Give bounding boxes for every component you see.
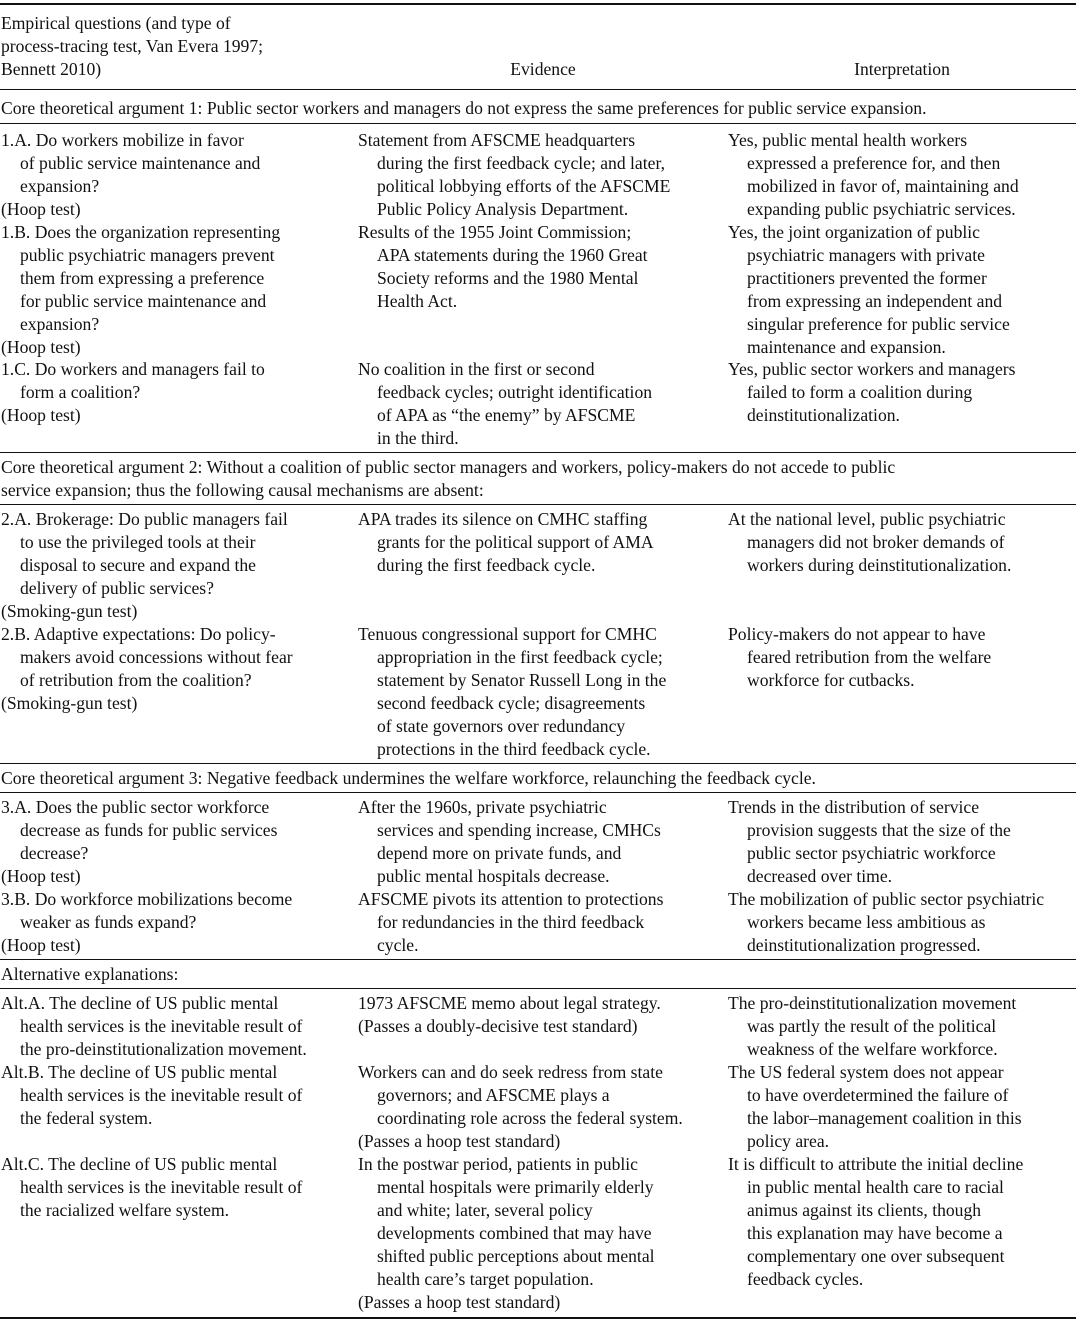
interpretation-line: policy area. [747,1131,830,1151]
interpretation-line: Yes, public mental health workers [728,130,968,150]
section-rule [0,504,1076,505]
question-line: Alt.C. The decline of US public mental [1,1154,278,1174]
header-col1-line: process-tracing test, Van Evera 1997; [1,36,264,56]
evidence-line: AFSCME pivots its attention to protections [358,889,664,909]
question-line: delivery of public services? [20,578,214,598]
test-type: (Smoking-gun test) [1,601,138,621]
interpretation-line: It is difficult to attribute the initial decline [728,1154,1024,1174]
section-rule [0,988,1076,989]
evidence-line: After the 1960s, private psychiatric [358,797,607,817]
interpretation-line: public sector psychiatric workforce [747,843,996,863]
evidence-line: No coalition in the first or second [358,359,595,379]
section-rule [0,763,1076,764]
evidence-line: 1973 AFSCME memo about legal strategy. [358,993,661,1013]
evidence-line: public mental hospitals decrease. [377,866,610,886]
section-rule [0,959,1076,960]
interpretation-line: mobilized in favor of, maintaining and [747,176,1019,196]
question-line: public psychiatric managers prevent [20,245,275,265]
question-line: form a coalition? [20,382,141,402]
question-line: 2.A. Brokerage: Do public managers fail [1,509,288,529]
test-type: (Smoking-gun test) [1,693,138,713]
question-line: of retribution from the coalition? [20,670,252,690]
question-line: Alt.B. The decline of US public mental [1,1062,278,1082]
interpretation-line: singular preference for public service [747,314,1010,334]
section-title-line: Core theoretical argument 2: Without a coalition of public sector managers and workers, policy-makers do not accede to public [1,457,896,477]
interpretation-line: The US federal system does not appear [728,1062,1004,1082]
question-line: makers avoid concessions without fear [20,647,293,667]
question-line: the racialized welfare system. [20,1200,230,1220]
interpretation-line: workers during deinstitutionalization. [747,555,1012,575]
interpretation-line: was partly the result of the political [747,1016,997,1036]
evidence-line: Society reforms and the 1980 Mental [377,268,639,288]
interpretation-line: this explanation may have become a [747,1223,1003,1243]
evidence-line: health care’s target population. [377,1269,594,1289]
evidence-line: in the third. [377,428,459,448]
bottom-rule [0,1317,1076,1319]
question-line: health services is the inevitable result of [20,1016,303,1036]
evidence-line: governors; and AFSCME plays a [377,1085,610,1105]
evidence-line: In the postwar period, patients in public [358,1154,638,1174]
section-rule [0,123,1076,124]
interpretation-line: workforce for cutbacks. [747,670,915,690]
section-title-line: Alternative explanations: [1,964,179,984]
interpretation-line: psychiatric managers with private [747,245,985,265]
evidence-line: APA statements during the 1960 Great [377,245,648,265]
interpretation-line: to have overdetermined the failure of [747,1085,1009,1105]
interpretation-line: failed to form a coalition during [747,382,973,402]
question-line: decrease? [20,843,89,863]
evidence-line: during the first feedback cycle. [377,555,596,575]
question-line: 1.C. Do workers and managers fail to [1,359,265,379]
interpretation-line: from expressing an independent and [747,291,1003,311]
evidence-line: of APA as “the enemy” by AFSCME [377,405,636,425]
test-type: (Hoop test) [1,337,81,357]
question-line: 2.B. Adaptive expectations: Do policy- [1,624,276,644]
question-line: weaker as funds expand? [20,912,197,932]
evidence-line: Public Policy Analysis Department. [377,199,629,219]
test-type: (Hoop test) [1,199,81,219]
evidence-line: Workers can and do seek redress from state [358,1062,663,1082]
evidence-line: mental hospitals were primarily elderly [377,1177,654,1197]
section-rule [0,452,1076,453]
question-line: health services is the inevitable result of [20,1085,303,1105]
header-rule [0,89,1076,90]
test-type: (Hoop test) [1,405,81,425]
test-type: (Hoop test) [1,935,81,955]
test-type: (Hoop test) [1,866,81,886]
interpretation-line: decreased over time. [747,866,893,886]
interpretation-line: managers did not broker demands of [747,532,1005,552]
question-line: of public service maintenance and [20,153,261,173]
question-line: expansion? [20,314,100,334]
question-line: decrease as funds for public services [20,820,278,840]
evidence-line: protections in the third feedback cycle. [377,739,651,759]
section-title-line: Core theoretical argument 3: Negative feedback undermines the welfare workforce, relaunching the feedback cycle. [1,768,816,788]
interpretation-line: workers became less ambitious as [747,912,986,932]
interpretation-line: complementary one over subsequent [747,1246,1005,1266]
question-line: 3.B. Do workforce mobilizations become [1,889,293,909]
evidence-note: (Passes a hoop test standard) [358,1292,561,1312]
evidence-line: of state governors over redundancy [377,716,626,736]
header-col1-line: Empirical questions (and type of [1,13,231,33]
interpretation-line: expressed a preference for, and then [747,153,1001,173]
evidence-line: depend more on private funds, and [377,843,622,863]
section-title-line: service expansion; thus the following causal mechanisms are absent: [1,480,484,500]
evidence-note: (Passes a hoop test standard) [358,1131,561,1151]
interpretation-line: in public mental health care to racial [747,1177,1004,1197]
interpretation-line: The pro-deinstitutionalization movement [728,993,1017,1013]
interpretation-line: animus against its clients, though [747,1200,982,1220]
evidence-line: APA trades its silence on CMHC staffing [358,509,648,529]
interpretation-line: Yes, the joint organization of public [728,222,980,242]
question-line: the pro-deinstitutionalization movement. [20,1039,307,1059]
interpretation-line: Trends in the distribution of service [728,797,980,817]
evidence-line: political lobbying efforts of the AFSCME [377,176,671,196]
header-evidence: Evidence [510,59,576,79]
interpretation-line: Policy-makers do not appear to have [728,624,986,644]
question-line: them from expressing a preference [20,268,265,288]
top-rule [0,3,1076,5]
question-line: to use the privileged tools at their [20,532,256,552]
interpretation-line: deinstitutionalization progressed. [747,935,981,955]
interpretation-line: expanding public psychiatric services. [747,199,1016,219]
evidence-line: Results of the 1955 Joint Commission; [358,222,632,242]
question-line: 1.A. Do workers mobilize in favor [1,130,244,150]
section-rule [0,792,1076,793]
evidence-line: developments combined that may have [377,1223,652,1243]
question-line: expansion? [20,176,100,196]
question-line: health services is the inevitable result of [20,1177,303,1197]
evidence-note: (Passes a doubly-decisive test standard) [358,1016,638,1036]
evidence-line: grants for the political support of AMA [377,532,654,552]
interpretation-line: feared retribution from the welfare [747,647,992,667]
header-col1-line: Bennett 2010) [1,59,102,79]
evidence-line: Tenuous congressional support for CMHC [358,624,657,644]
evidence-line: Statement from AFSCME headquarters [358,130,636,150]
evidence-line: shifted public perceptions about mental [377,1246,655,1266]
section-title-line: Core theoretical argument 1: Public sector workers and managers do not express the same preferences for public service expansion. [1,98,927,118]
evidence-line: services and spending increase, CMHCs [377,820,661,840]
header-interpretation: Interpretation [854,59,950,79]
question-line: 1.B. Does the organization representing [1,222,281,242]
question-line: for public service maintenance and [20,291,267,311]
evidence-line: second feedback cycle; disagreements [377,693,646,713]
interpretation-line: the labor–management coalition in this [747,1108,1022,1128]
interpretation-line: provision suggests that the size of the [747,820,1011,840]
interpretation-line: The mobilization of public sector psychiatric [728,889,1045,909]
interpretation-line: feedback cycles. [747,1269,864,1289]
question-line: Alt.A. The decline of US public mental [1,993,279,1013]
evidence-line: for redundancies in the third feedback [377,912,645,932]
question-line: the federal system. [20,1108,153,1128]
evidence-line: feedback cycles; outright identification [377,382,653,402]
evidence-line: appropriation in the first feedback cycle; [377,647,663,667]
interpretation-line: Yes, public sector workers and managers [728,359,1016,379]
evidence-line: during the first feedback cycle; and later, [377,153,665,173]
evidence-line: statement by Senator Russell Long in the [377,670,667,690]
interpretation-line: deinstitutionalization. [747,405,900,425]
interpretation-line: practitioners prevented the former [747,268,987,288]
evidence-line: cycle. [377,935,419,955]
question-line: disposal to secure and expand the [20,555,256,575]
interpretation-line: weakness of the welfare workforce. [747,1039,998,1059]
evidence-line: coordinating role across the federal system. [377,1108,683,1128]
evidence-line: and white; later, several policy [377,1200,593,1220]
interpretation-line: At the national level, public psychiatric [728,509,1006,529]
interpretation-line: maintenance and expansion. [747,337,946,357]
evidence-line: Health Act. [377,291,458,311]
question-line: 3.A. Does the public sector workforce [1,797,270,817]
